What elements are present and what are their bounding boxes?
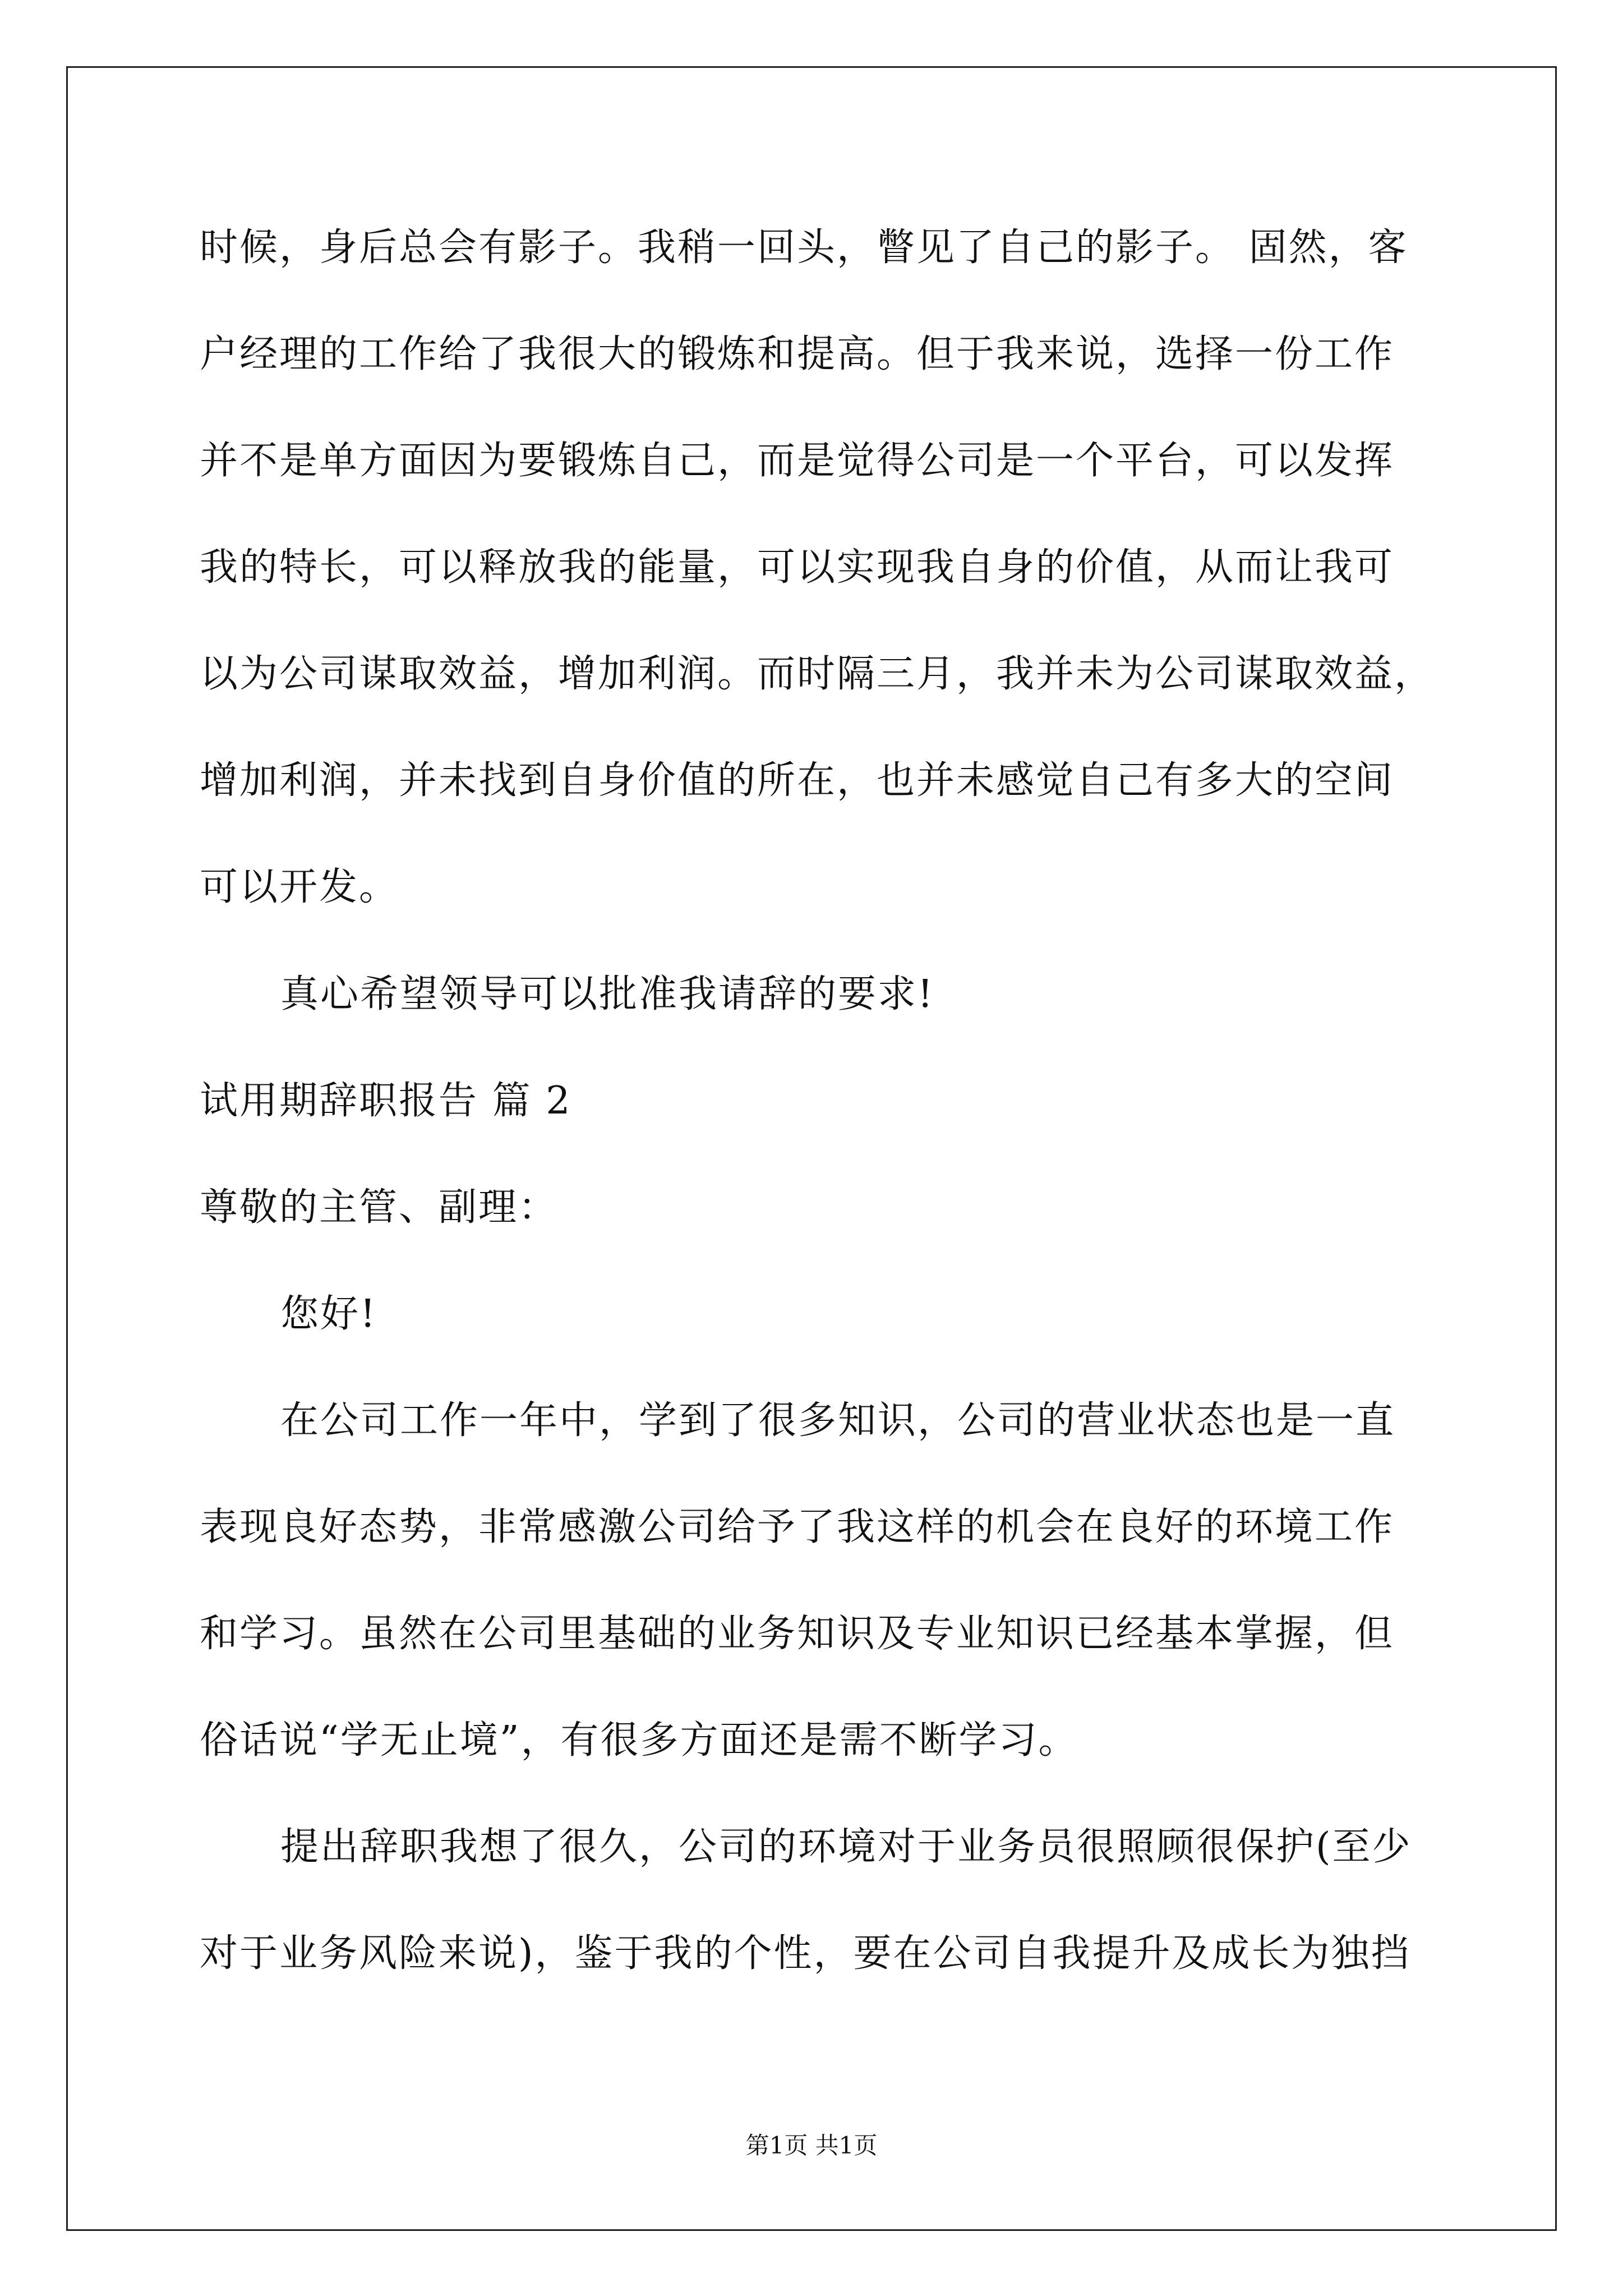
text-line: 可以开发。 [200, 865, 399, 909]
text-line: 增加利润，并未找到自身价值的所在，也并未感觉自己有多大的空间 [200, 758, 1395, 803]
text-line: 和学习。虽然在公司里基础的业务知识及专业知识已经基本掌握，但 [200, 1612, 1395, 1656]
text-line: 户经理的工作给了我很大的锻炼和提高。但于我来说，选择一份工作 [200, 332, 1395, 376]
text-line: 在公司工作一年中，学到了很多知识，公司的营业状态也是一直 [280, 1398, 1396, 1443]
greeting: 您好! [280, 1292, 377, 1336]
text-line: 我的特长，可以释放我的能量，可以实现我自身的价值，从而让我可 [200, 545, 1395, 590]
section-heading: 试用期辞职报告 篇 2 [200, 1079, 572, 1123]
salutation: 尊敬的主管、副理： [200, 1185, 559, 1230]
text-line: 以为公司谋取效益，增加利润。而时隔三月，我并未为公司谋取效益， [200, 652, 1435, 696]
text-line: 并不是单方面因为要锻炼自己，而是觉得公司是一个平台，可以发挥 [200, 439, 1395, 483]
text-line: 俗话说“学无止境”，有很多方面还是需不断学习。 [200, 1718, 1078, 1763]
text-line: 对于业务风险来说)，鉴于我的个性，要在公司自我提升及成长为独挡 [200, 1931, 1411, 1976]
text-line: 时候，身后总会有影子。我稍一回头，瞥见了自己的影子。 固然，客 [200, 226, 1408, 270]
page-number-footer: 第1页 共1页 [745, 2132, 878, 2159]
text-line: 表现良好态势，非常感激公司给予了我这样的机会在良好的环境工作 [200, 1505, 1395, 1549]
closing-request: 真心希望领导可以批准我请辞的要求! [280, 972, 935, 1016]
page-border [66, 66, 1557, 2231]
text-line: 提出辞职我想了很久，公司的环境对于业务员很照顾很保护(至少 [280, 1825, 1412, 1869]
